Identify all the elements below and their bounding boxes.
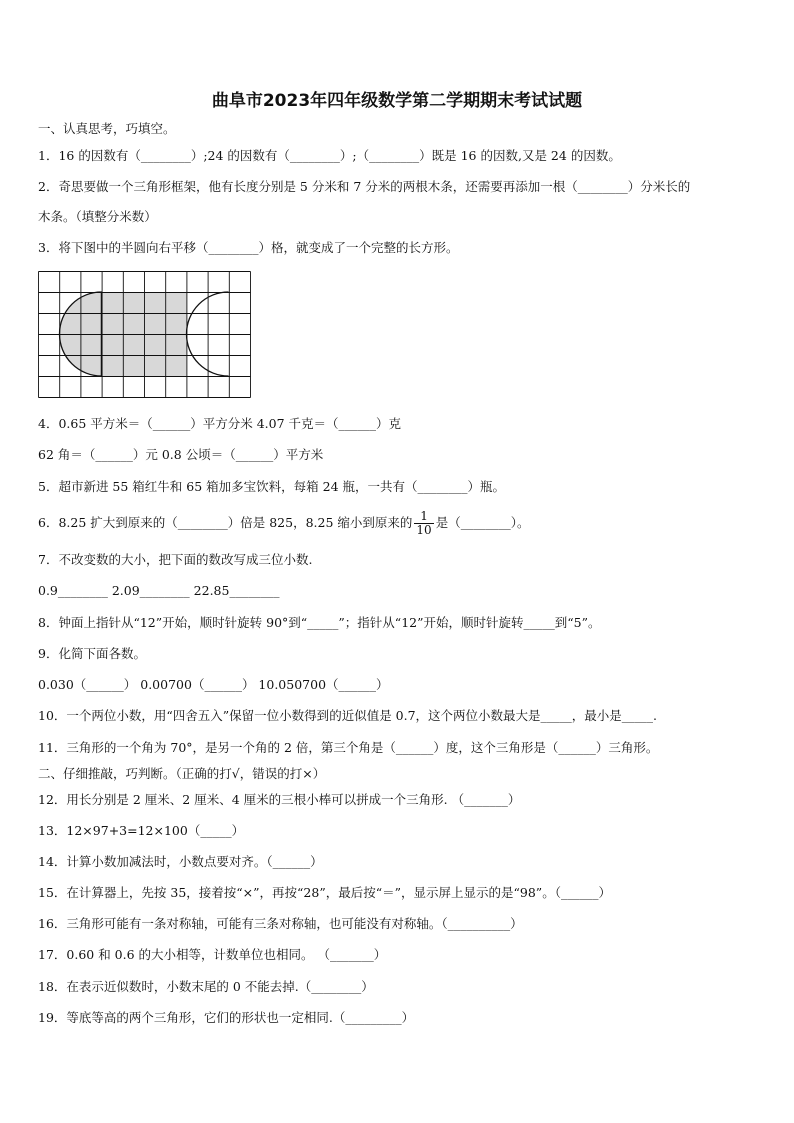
question-1: 1．16 的因数有（________）;24 的因数有（________）;（________）既是 16 的因数,又是 24 的因数。 [38, 148, 621, 163]
question-5: 5．超市新进 55 箱红牛和 65 箱加多宝饮料，每箱 24 瓶，一共有（________）瓶。 [38, 479, 506, 494]
question-6-text-before: 6．8.25 扩大到原来的（________）倍是 825，8.25 缩小到原来的 [38, 515, 413, 530]
question-14: 14．计算小数加减法时，小数点要对齐。（______） [38, 854, 323, 869]
right-semicircle-outline [187, 292, 229, 376]
question-12: 12．用长分别是 2 厘米、2 厘米、4 厘米的三根小棒可以拼成一个三角形. （_______） [38, 792, 521, 807]
question-8: 8．钟面上指针从“12”开始，顺时针旋转 90°到“_____”；指针从“12”开始，顺时针旋转_____到“5”。 [38, 615, 601, 630]
section-2-heading: 二、仔细推敲，巧判断。（正确的打√，错误的打×） [38, 766, 326, 781]
question-17: 17．0.60 和 0.6 的大小相等，计数单位也相同。 （_______） [38, 947, 387, 962]
fraction-one-tenth [414, 510, 433, 537]
question-13: 13．12×97+3=12×100（_____） [38, 823, 245, 838]
question-4-line-1: 4．0.65 平方米＝（______）平方分米 4.07 千克＝（______）克 [38, 416, 402, 431]
section-1-heading: 一、认真思考，巧填空。 [38, 121, 176, 136]
question-15: 15．在计算器上，先按 35，接着按“×”，再按“28”，最后按“＝”，显示屏上显示的是“98”。（______） [38, 885, 611, 900]
shaded-rectangle-with-semicircle [102, 292, 187, 376]
question-10: 10．一个两位小数，用“四舍五入”保留一位小数得到的近似值是 0.7，这个两位小数最大是_____，最小是_____. [38, 708, 658, 723]
fraction-denominator: 10 [416, 523, 432, 537]
question-18: 18．在表示近似数时，小数末尾的 0 不能去掉.（________） [38, 979, 374, 994]
question-7: 7．不改变数的大小，把下面的数改写成三位小数. [38, 552, 313, 567]
question-6 [38, 510, 529, 537]
question-3: 3．将下图中的半圆向右平移（________）格，就变成了一个完整的长方形。 [38, 240, 459, 255]
question-2-line-2: 木条。（填整分米数） [38, 209, 157, 224]
question-9-numbers: 0.030（______） 0.00700（______） 10.050700（______） [38, 677, 389, 692]
question-7-numbers: 0.9________ 2.09________ 22.85________ [38, 583, 280, 598]
question-16: 16．三角形可能有一条对称轴，可能有三条对称轴，也可能没有对称轴。（__________） [38, 916, 523, 931]
question-2-line-1: 2．奇思要做一个三角形框架，他有长度分别是 5 分米和 7 分米的两根木条，还需要再添加一根（________）分米长的 [38, 179, 691, 194]
fraction-numerator: 1 [414, 510, 433, 524]
question-9: 9．化简下面各数。 [38, 646, 146, 661]
question-4-line-2: 62 角＝（______）元 0.8 公顷＝（______）平方米 [38, 447, 324, 462]
semicircle-grid-figure [38, 271, 252, 405]
page-title: 曲阜市2023年四年级数学第二学期期末考试试题 [211, 91, 583, 111]
question-6-text-after: 是（________）。 [435, 515, 530, 530]
question-11: 11．三角形的一个角为 70°，是另一个角的 2 倍，第三个角是（______）度，这个三角形是（______）三角形。 [38, 740, 659, 755]
question-19: 19．等底等高的两个三角形，它们的形状也一定相同.（_________） [38, 1010, 415, 1025]
